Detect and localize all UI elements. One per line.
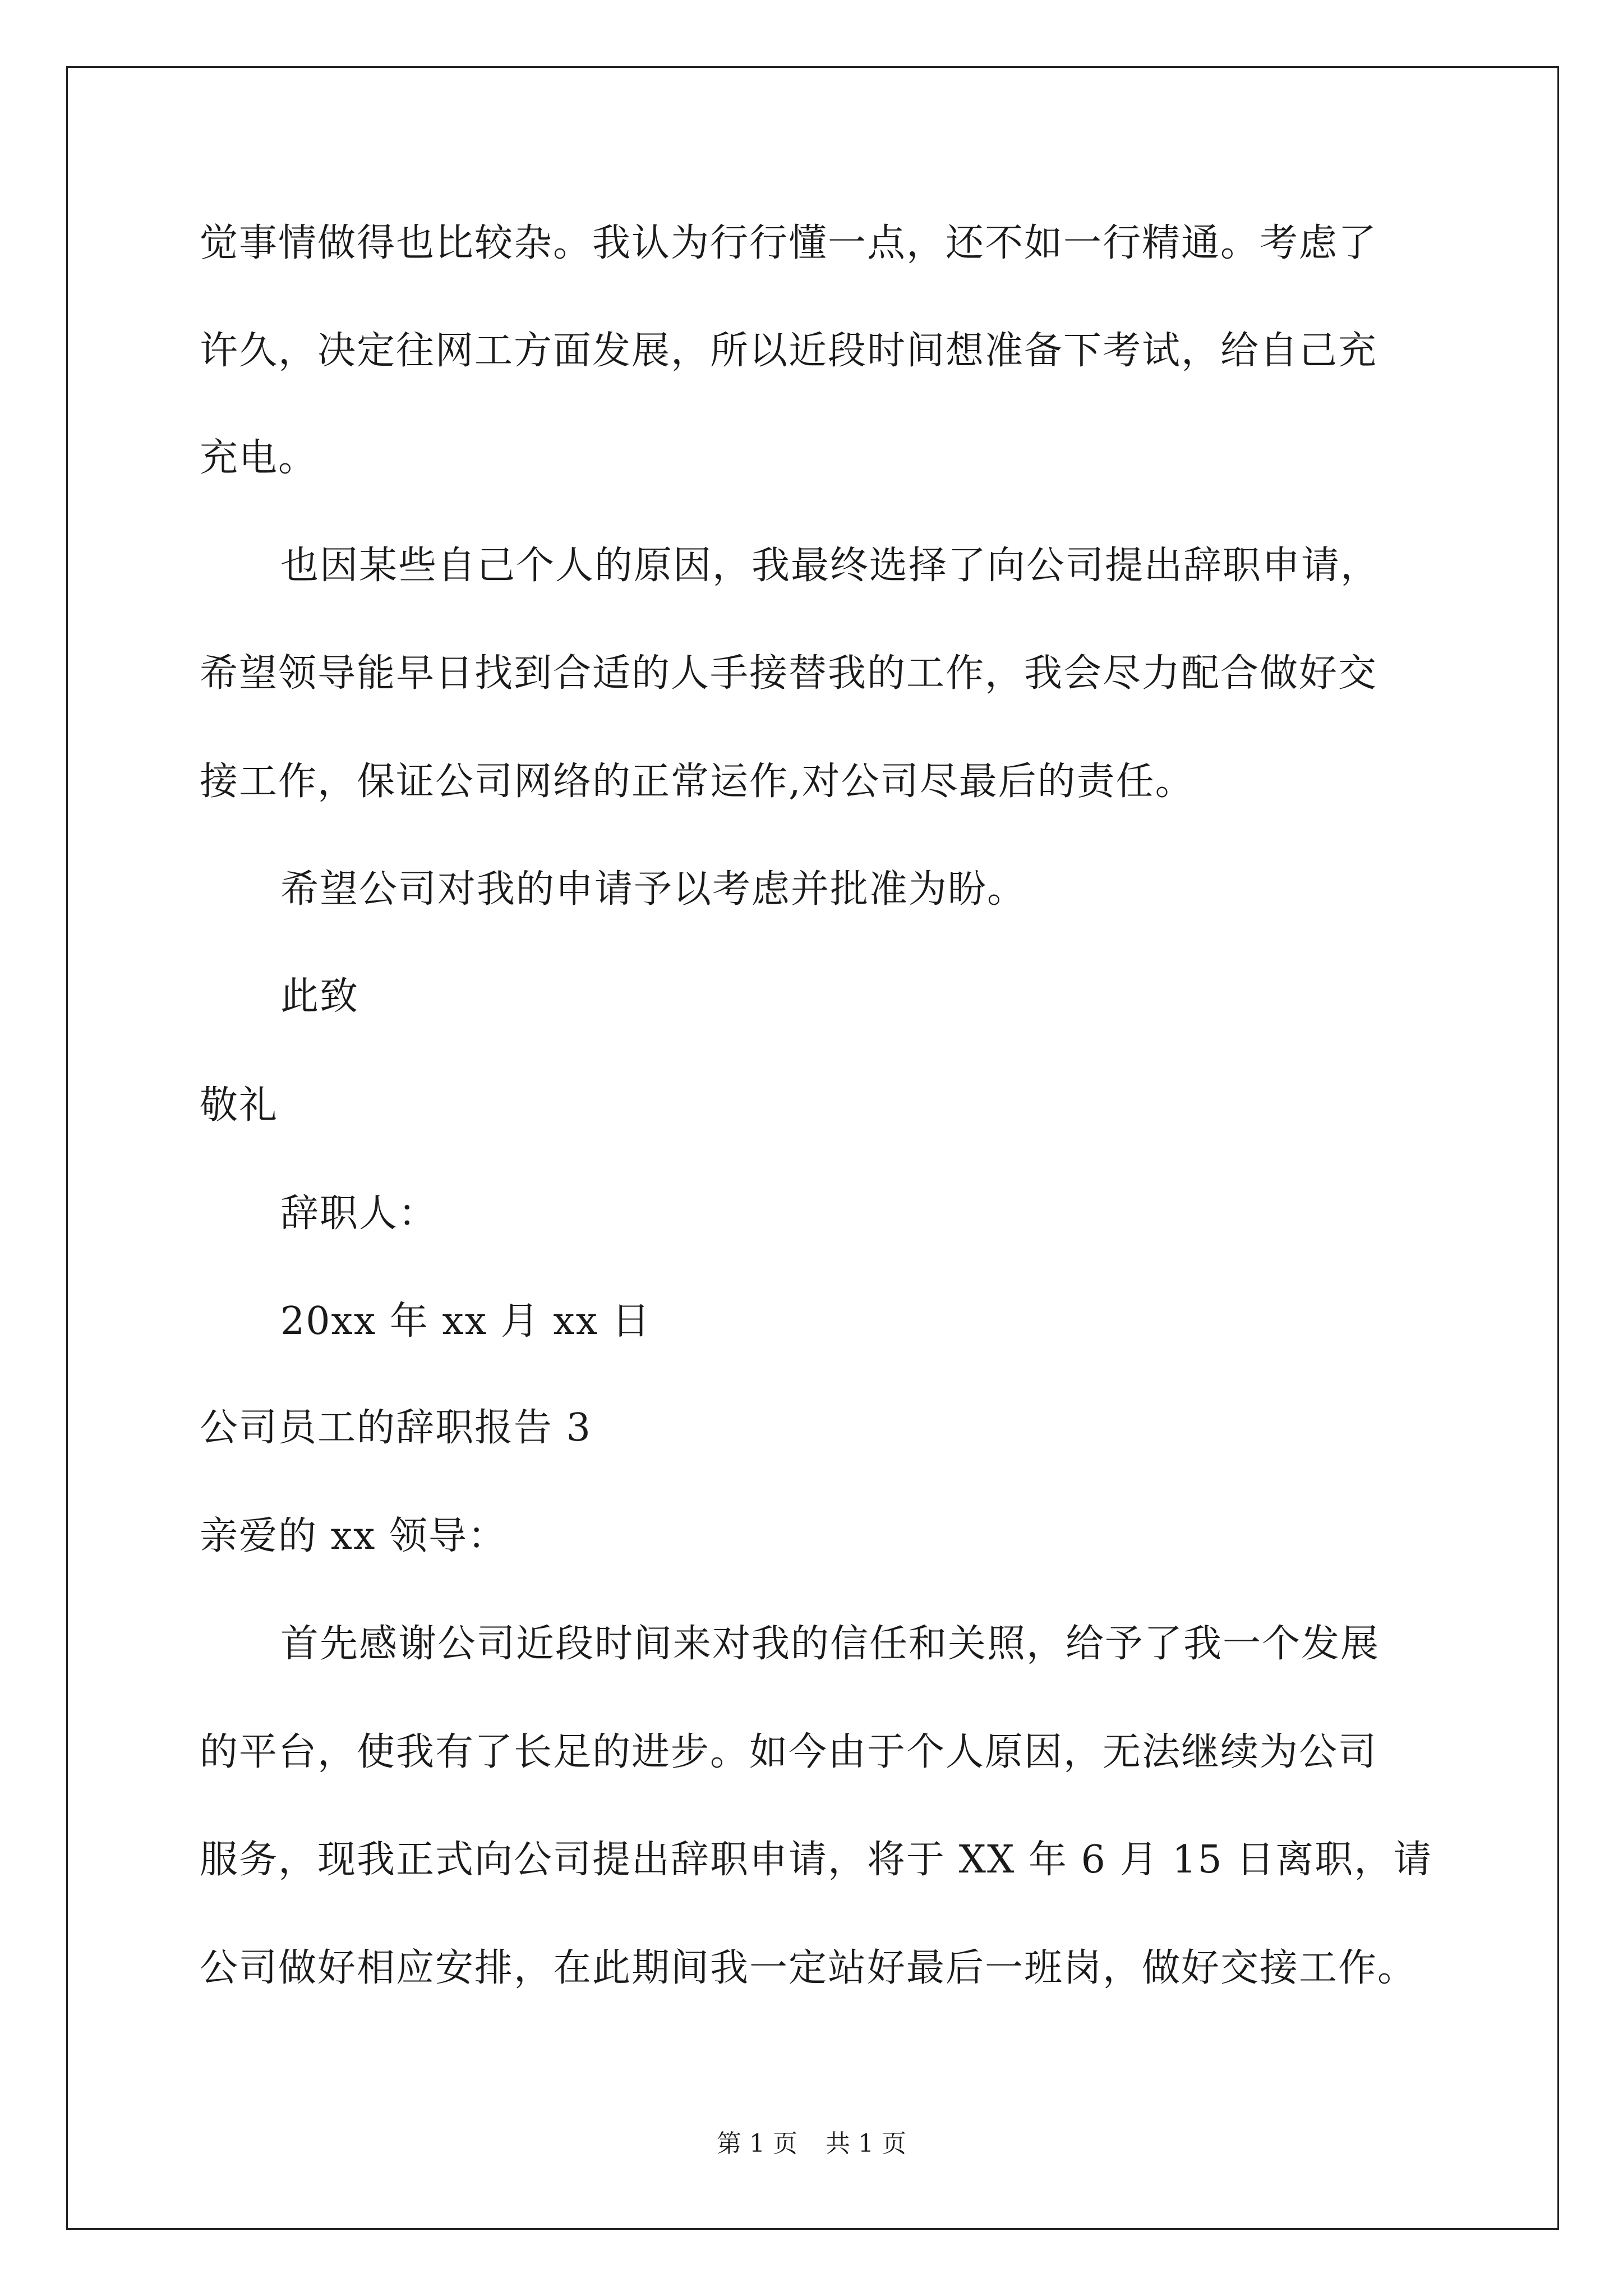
body-line-6: 接工作，保证公司网络的正常运作,对公司尽最后的责任。 bbox=[200, 760, 1195, 804]
body-line-1: 觉事情做得也比较杂。我认为行行懂一点，还不如一行精通。考虑了 bbox=[200, 221, 1378, 265]
signature-label: 辞职人： bbox=[280, 1191, 438, 1236]
closing-regards: 敬礼 bbox=[200, 1083, 279, 1128]
body-line-9: 的平台，使我有了长足的进步。如今由于个人原因，无法继续为公司 bbox=[200, 1730, 1378, 1774]
page-border bbox=[66, 66, 1559, 2230]
body-line-4: 也因某些自己个人的原因，我最终选择了向公司提出辞职申请， bbox=[280, 544, 1380, 588]
body-line-5: 希望领导能早日找到合适的人手接替我的工作，我会尽力配合做好交 bbox=[200, 651, 1378, 696]
body-line-2: 许久，决定往网工方面发展，所以近段时间想准备下考试，给自己充 bbox=[200, 329, 1378, 373]
body-line-7: 希望公司对我的申请予以考虑并批准为盼。 bbox=[280, 867, 1027, 912]
body-line-11: 公司做好相应安排，在此期间我一定站好最后一班岗，做好交接工作。 bbox=[200, 1946, 1417, 1990]
section-title: 公司员工的辞职报告 3 bbox=[200, 1406, 592, 1450]
body-line-3: 充电。 bbox=[200, 436, 318, 480]
body-line-8: 首先感谢公司近段时间来对我的信任和关照，给予了我一个发展 bbox=[280, 1622, 1380, 1666]
signature-date: 20xx 年 xx 月 xx 日 bbox=[280, 1299, 651, 1343]
page-number-total: 共 1 页 bbox=[826, 2129, 906, 2158]
page-number-current: 第 1 页 bbox=[717, 2129, 797, 2158]
body-line-10: 服务，现我正式向公司提出辞职申请，将于 XX 年 6 月 15 日离职，请 bbox=[200, 1838, 1433, 1882]
closing-salutation: 此致 bbox=[280, 974, 359, 1019]
page-footer bbox=[0, 2129, 1623, 2158]
letter-greeting: 亲爱的 xx 领导： bbox=[200, 1514, 507, 1558]
